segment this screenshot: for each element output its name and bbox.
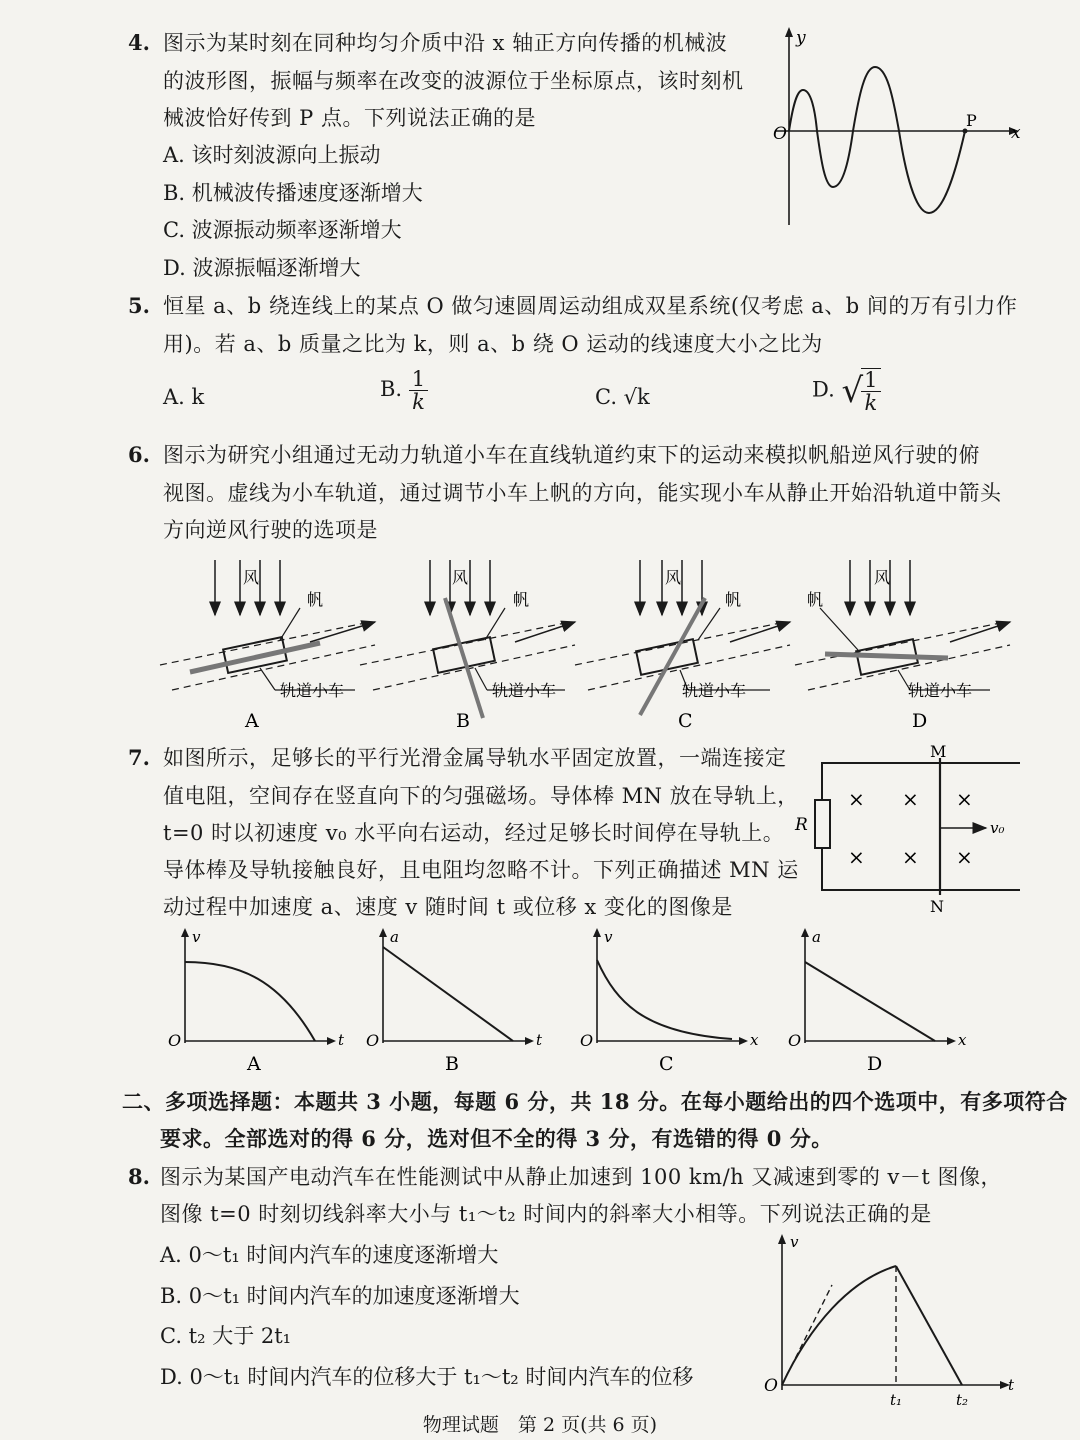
- y-axis-arrow: [181, 928, 189, 937]
- origin-label: O: [168, 1031, 182, 1050]
- leader-line: [475, 668, 487, 690]
- direction-arrow: [515, 622, 575, 642]
- q5-option-d-denominator: k: [864, 391, 878, 415]
- graph-label-b: B: [445, 1053, 459, 1075]
- q5-option-d-prefix: D.: [812, 377, 835, 402]
- section-2-heading-line-1: 二、多项选择题：本题共 3 小题，每题 6 分，共 18 分。在每小题给出的四个选项中，有多项符合: [122, 1089, 1068, 1114]
- y-label: a: [812, 928, 821, 946]
- sail-label: 帆: [307, 590, 324, 609]
- y-label: v: [192, 928, 201, 946]
- q5-option-c[interactable]: C. √k: [595, 385, 650, 409]
- direction-arrow: [950, 622, 1010, 642]
- q7-graph-a[interactable]: [168, 928, 345, 1075]
- q5-option-d[interactable]: [812, 368, 881, 414]
- resistor: [815, 800, 830, 848]
- v-label: v: [790, 1233, 799, 1251]
- y-axis-arrow: [379, 928, 387, 937]
- q6-figure-a[interactable]: [160, 560, 375, 732]
- q8-number: 8.: [128, 1164, 150, 1189]
- q5-stem-line-2: 用)。若 a、b 质量之比为 k，则 a、b 绕 O 运动的线速度大小之比为: [163, 332, 823, 356]
- label-n: N: [930, 897, 944, 916]
- q4-stem-line-2: 的波形图，振幅与频率在改变的波源位于坐标原点，该时刻机: [163, 69, 744, 93]
- q7-stem-line-1: 如图所示，足够长的平行光滑金属导轨水平固定放置，一端连接定: [163, 746, 787, 770]
- figure-label-c: C: [678, 710, 693, 732]
- curve: [383, 947, 513, 1041]
- x-label: x: [750, 1031, 759, 1049]
- curve: [597, 960, 732, 1039]
- q5-option-b-fraction: [409, 368, 428, 413]
- sail-label: 帆: [807, 590, 824, 609]
- q6-figure-d[interactable]: [795, 560, 1010, 732]
- wind-label: 风: [874, 568, 891, 587]
- q7-circuit-figure: [790, 740, 1030, 920]
- q6-stem-line-2: 视图。虚线为小车轨道，通过调节小车上帆的方向，能实现小车从静止开始沿轨道中箭头: [163, 481, 1002, 505]
- q7-stem-line-2: 值电阻，空间存在竖直向下的匀强磁场。导体棒 MN 放在导轨上，: [163, 784, 799, 808]
- graph-label-a: A: [247, 1053, 261, 1075]
- q8-option-a[interactable]: A. 0～t₁ 时间内汽车的速度逐渐增大: [160, 1243, 499, 1267]
- car-label: 轨道小车: [280, 681, 345, 700]
- origin-label: O: [366, 1031, 380, 1050]
- q4-option-c[interactable]: C. 波源振动频率逐渐增大: [163, 218, 402, 242]
- sail-label: 帆: [725, 590, 742, 609]
- y-axis-arrow: [801, 928, 809, 937]
- y-label: a: [390, 928, 399, 946]
- q7-graph-d[interactable]: [788, 928, 967, 1075]
- q5-option-d-numerator: 1: [861, 369, 880, 392]
- car-label: 轨道小车: [492, 681, 557, 700]
- q4-option-a[interactable]: A. 该时刻波源向上振动: [163, 143, 381, 167]
- q8-stem-line-2: 图像 t=0 时刻切线斜率大小与 t₁～t₂ 时间内的斜率大小相等。下列说法正确的是: [160, 1202, 932, 1226]
- q5-option-b[interactable]: [380, 368, 428, 413]
- wind-label: 风: [452, 568, 469, 587]
- q5-option-d-fraction: [861, 368, 880, 414]
- q7-graph-b[interactable]: [366, 928, 543, 1075]
- q6-stem-line-1: 图示为研究小组通过无动力轨道小车在直线轨道约束下的运动来模拟帆船逆风行驶的俯: [163, 443, 980, 467]
- sail: [825, 654, 948, 658]
- figure-label-b: B: [456, 710, 470, 732]
- q4-stem-line-3: 械波恰好传到 P 点。下列说法正确的是: [163, 106, 536, 130]
- magnetic-field-cross: ×: [956, 787, 973, 811]
- label-v0: v₀: [990, 819, 1005, 837]
- curve: [805, 962, 935, 1041]
- q5-option-b-denominator: k: [412, 390, 425, 414]
- magnetic-field-cross: ×: [848, 845, 865, 869]
- q8-option-d[interactable]: D. 0～t₁ 时间内汽车的位移大于 t₁～t₂ 时间内汽车的位移: [160, 1365, 694, 1389]
- origin-label: O: [788, 1031, 802, 1050]
- q5-option-a[interactable]: A. k: [163, 385, 205, 409]
- direction-arrow: [310, 622, 375, 642]
- y-axis-arrow: [785, 27, 793, 37]
- q5-option-b-numerator: 1: [409, 368, 428, 391]
- wind-label: 风: [243, 568, 260, 587]
- q4-option-b[interactable]: B. 机械波传播速度逐渐增大: [163, 181, 423, 205]
- y-axis-arrow: [593, 928, 601, 937]
- magnetic-field-cross: ×: [956, 845, 973, 869]
- leader-line: [485, 608, 505, 640]
- x-axis-arrow: [327, 1037, 336, 1045]
- car-label: 轨道小车: [682, 681, 747, 700]
- x-label: t: [338, 1031, 345, 1049]
- label-m: M: [930, 742, 947, 761]
- q5-stem-line-1: 恒星 a、b 绕连线上的某点 O 做匀速圆周运动组成双星系统(仅考虑 a、b 间的万有引力作: [163, 294, 1018, 318]
- figure-label-d: D: [912, 710, 928, 732]
- t-label: t: [1008, 1376, 1015, 1394]
- x-axis-arrow: [947, 1037, 956, 1045]
- waveform-curve: [789, 67, 965, 213]
- q7-option-graphs: [160, 925, 980, 1080]
- sail-label: 帆: [513, 590, 530, 609]
- deceleration-line: [896, 1266, 962, 1385]
- q4-number: 4.: [128, 30, 150, 55]
- q4-option-d[interactable]: D. 波源振幅逐渐增大: [163, 256, 361, 280]
- magnetic-field-cross: ×: [902, 787, 919, 811]
- x-label: x: [958, 1031, 967, 1049]
- sail: [445, 598, 483, 718]
- leader-line: [260, 668, 275, 690]
- magnetic-field-cross: ×: [848, 787, 865, 811]
- section-2-heading-line-2: 要求。全部选对的得 6 分，选对但不全的得 3 分，有选错的得 0 分。: [160, 1126, 833, 1151]
- q7-number: 7.: [128, 745, 150, 770]
- graph-label-d: D: [867, 1053, 883, 1075]
- q6-stem-line-3: 方向逆风行驶的选项是: [163, 518, 378, 542]
- page-footer: 物理试题 第 2 页(共 6 页): [422, 1414, 658, 1436]
- q5-option-b-prefix: B.: [380, 377, 403, 401]
- q7-graph-c[interactable]: [580, 928, 759, 1075]
- q8-option-b[interactable]: B. 0～t₁ 时间内汽车的加速度逐渐增大: [160, 1284, 520, 1308]
- car-label: 轨道小车: [908, 681, 973, 700]
- label-r: R: [795, 815, 808, 835]
- magnetic-field-cross: ×: [902, 845, 919, 869]
- y-label: v: [604, 928, 613, 946]
- q7-stem-line-4: 导体棒及导轨接触良好，且电阻均忽略不计。下列正确描述 MN 运: [163, 858, 799, 882]
- t2-label: t₂: [956, 1391, 969, 1409]
- origin-label: O: [773, 124, 787, 144]
- track-dashed-line: [160, 622, 370, 665]
- wind-label: 风: [665, 568, 682, 587]
- q7-stem-line-5: 动过程中加速度 a、速度 v 随时间 t 或位移 x 变化的图像是: [163, 895, 733, 919]
- graph-label-c: C: [659, 1053, 674, 1075]
- q8-stem-line-1: 图示为某国产电动汽车在性能测试中从静止加速到 100 km/h 又减速到零的 v－t 图像，: [160, 1165, 1002, 1189]
- q4-stem-line-1: 图示为某时刻在同种均匀介质中沿 x 轴正方向传播的机械波: [163, 31, 728, 55]
- x-axis-label: x: [1011, 123, 1021, 143]
- origin-label: O: [764, 1376, 778, 1396]
- q6-figure-c[interactable]: [575, 560, 790, 732]
- q7-stem-line-3: t=0 时以初速度 v₀ 水平向右运动，经过足够长时间停在导轨上。: [163, 821, 785, 845]
- x-axis-arrow: [525, 1037, 534, 1045]
- q5-number: 5.: [128, 293, 150, 318]
- sqrt-icon: √: [841, 371, 864, 411]
- point-p-label: P: [966, 111, 977, 130]
- origin-label: O: [580, 1031, 594, 1050]
- acceleration-curve: [782, 1266, 896, 1385]
- direction-arrow: [730, 622, 790, 642]
- figure-label-a: A: [245, 710, 259, 732]
- x-axis-arrow: [739, 1037, 748, 1045]
- y-axis-arrow: [778, 1234, 786, 1244]
- q6-number: 6.: [128, 442, 150, 467]
- leader-line: [280, 608, 300, 640]
- q6-sail-figures: [150, 550, 1030, 735]
- q4-wave-figure: [765, 25, 1035, 235]
- curve: [185, 962, 315, 1041]
- leader-line: [820, 608, 858, 650]
- q6-figure-b[interactable]: [360, 560, 575, 732]
- q8-vt-figure: [760, 1230, 1030, 1410]
- x-label: t: [536, 1031, 543, 1049]
- y-axis-label: y: [796, 28, 806, 48]
- q8-option-c[interactable]: C. t₂ 大于 2t₁: [160, 1324, 292, 1348]
- t1-label: t₁: [890, 1391, 903, 1409]
